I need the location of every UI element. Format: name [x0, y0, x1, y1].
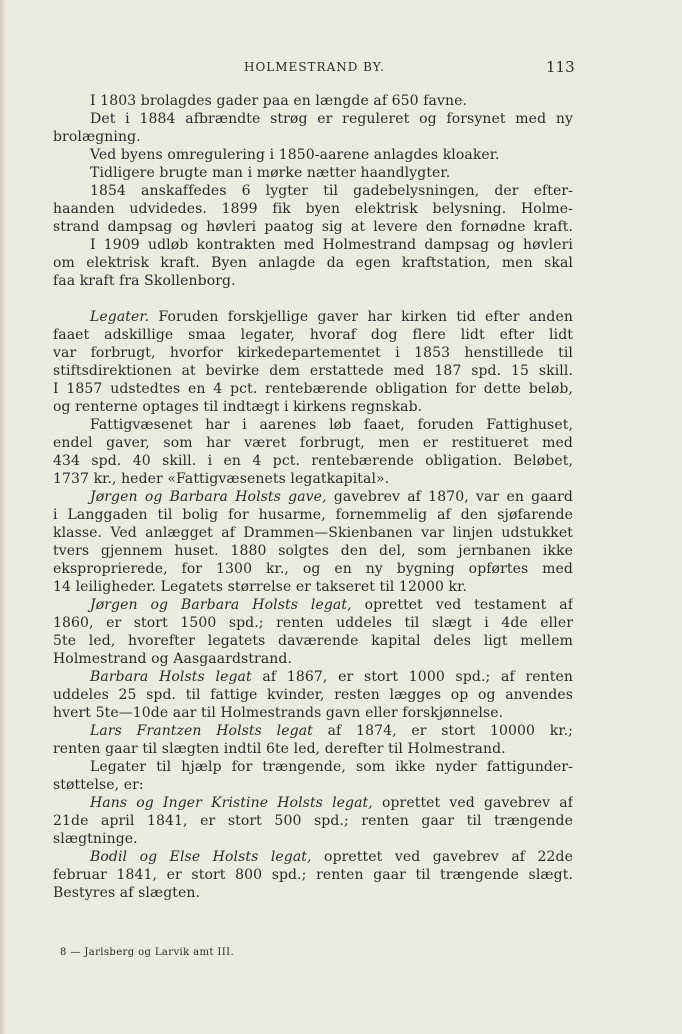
text-line: 1854 anskaffedes 6 lygter til gadebelysningen, der efter-: [90, 183, 573, 199]
text-line: Ved byens omregulering i 1850-aarene anlagdes kloaker.: [90, 147, 500, 163]
legacy-title: Barbara Holsts legat: [90, 669, 252, 685]
text-line: [53, 488, 573, 506]
running-title: HOLMESTRAND BY.: [244, 60, 385, 74]
signature-mark: 8 — Jarlsberg og Larvik amt III.: [60, 947, 235, 958]
text-line: 14 leiligheder. Legatets størrelse er takseret til 12000 kr.: [53, 579, 467, 595]
text-line: Bestyres af slægten.: [53, 885, 201, 901]
text-line: klasse. Ved anlægget af Drammen—Skienbanen var linjen udstukket: [53, 525, 573, 541]
section-gap: [53, 290, 573, 308]
text-run: af 1874, er stort 10000 kr.;: [327, 723, 573, 739]
text-line: I 1803 brolagdes gader paa en længde af 650 favne.: [90, 93, 468, 109]
text-line: [53, 668, 573, 686]
text-line: faaet adskillige smaa legater, hvoraf dog flere lidt efter lidt: [53, 327, 573, 343]
text-line: I 1909 udløb kontrakten med Holmestrand dampsag og høvleri: [90, 237, 573, 253]
text-line: om elektrisk kraft. Byen anlagde da egen kraftstation, men skal: [53, 255, 573, 271]
text-run: af 1867, er stort 1000 spd.; af renten: [262, 669, 573, 685]
text-line: [53, 308, 573, 326]
text-run: gavebrev af 1870, var en gaard: [333, 489, 573, 505]
text-body: [53, 92, 573, 902]
text-line: var forbrugt, hvorfor kirkedepartementet i 1853 henstillede til: [53, 345, 573, 361]
text-line: renten gaar til slægten indtil 6te led, derefter til Holmestrand.: [53, 741, 506, 757]
text-line: 1860, er stort 1500 spd.; renten uddeles til slægt i 4de eller: [53, 615, 573, 631]
text-line: Fattigvæsenet har i aarenes løb faaet, foruden Fattighuset,: [90, 417, 573, 433]
text-line: 1737 kr., heder «Fattigvæsenets legatkapital».: [53, 471, 390, 487]
page-number: 113: [546, 58, 575, 76]
text-line: 21de april 1841, er stort 500 spd.; renten gaar til trængende: [53, 813, 573, 829]
text-run: oprettet ved gavebrev af: [381, 795, 573, 811]
text-line: I 1857 udstedtes en 4 pct. rentebærende obligation for dette beløb,: [53, 381, 573, 397]
text-line: hvert 5te—10de aar til Holmestrands gavn eller forskjønnelse.: [53, 705, 504, 721]
text-line: slægtninge.: [53, 831, 138, 847]
text-line: Holmestrand og Aasgaardstrand.: [53, 651, 293, 667]
text-line: strand dampsag og høvleri paatog sig at levere den fornødne kraft.: [53, 219, 573, 235]
page-header: [0, 58, 682, 80]
text-line: Legater til hjælp for trængende, som ikke nyder fattigunder-: [90, 759, 573, 775]
text-line: 434 spd. 40 skill. i en 4 pct. rentebærende obligation. Beløbet,: [53, 453, 573, 469]
text-line: uddeles 25 spd. til fattige kvinder, resten lægges op og anvendes: [53, 687, 573, 703]
legacy-title: Bodil og Else Holsts legat,: [90, 849, 312, 865]
legacy-title: Jørgen og Barbara Holsts gave,: [90, 489, 327, 505]
text-line: [53, 722, 573, 740]
text-line: [53, 794, 573, 812]
text-line: eksproprierede, for 1300 kr., og en ny bygning opførtes med: [53, 561, 573, 577]
legacy-title: Hans og Inger Kristine Holsts legat,: [90, 795, 373, 811]
text-line: endel gaver, som har været forbrugt, men er restitueret med: [53, 435, 573, 451]
text-line: støttelse, er:: [53, 777, 144, 793]
text-line: 5te led, hvorefter legatets daværende kapital deles ligt mellem: [53, 633, 573, 649]
text-line: [53, 596, 573, 614]
text-line: tvers gjennem huset. 1880 solgtes den del, som jernbanen ikke: [53, 543, 573, 559]
text-line: [53, 848, 573, 866]
text-line: Tidligere brugte man i mørke nætter haandlygter.: [90, 165, 451, 181]
text-run: oprettet ved gavebrev af 22de: [324, 849, 573, 865]
text-run: oprettet ved testament af: [364, 597, 573, 613]
text-run: Foruden forskjellige gaver har kirken tid efter anden: [158, 309, 573, 325]
text-line: februar 1841, er stort 800 spd.; renten gaar til trængende slægt.: [53, 867, 573, 883]
legacy-title: Lars Frantzen Holsts legat: [90, 723, 313, 739]
text-line: stiftsdirektionen at bevirke dem erstattede med 187 spd. 15 skill.: [53, 363, 573, 379]
page-edge: [0, 0, 6, 1034]
text-line: i Langgaden til bolig for husarme, fornemmelig af den sjøfarende: [53, 507, 573, 523]
text-line: og renterne optages til indtægt i kirkens regnskab.: [53, 399, 423, 415]
legacy-title: Jørgen og Barbara Holsts legat,: [90, 597, 352, 613]
text-line: brolægning.: [53, 129, 141, 145]
text-line: haanden udvidedes. 1899 fik byen elektrisk belysning. Holme-: [53, 201, 573, 217]
section-heading: Legater.: [90, 309, 150, 325]
text-line: Det i 1884 afbrændte strøg er reguleret og forsynet med ny: [90, 111, 573, 127]
text-line: faa kraft fra Skollenborg.: [53, 273, 236, 289]
